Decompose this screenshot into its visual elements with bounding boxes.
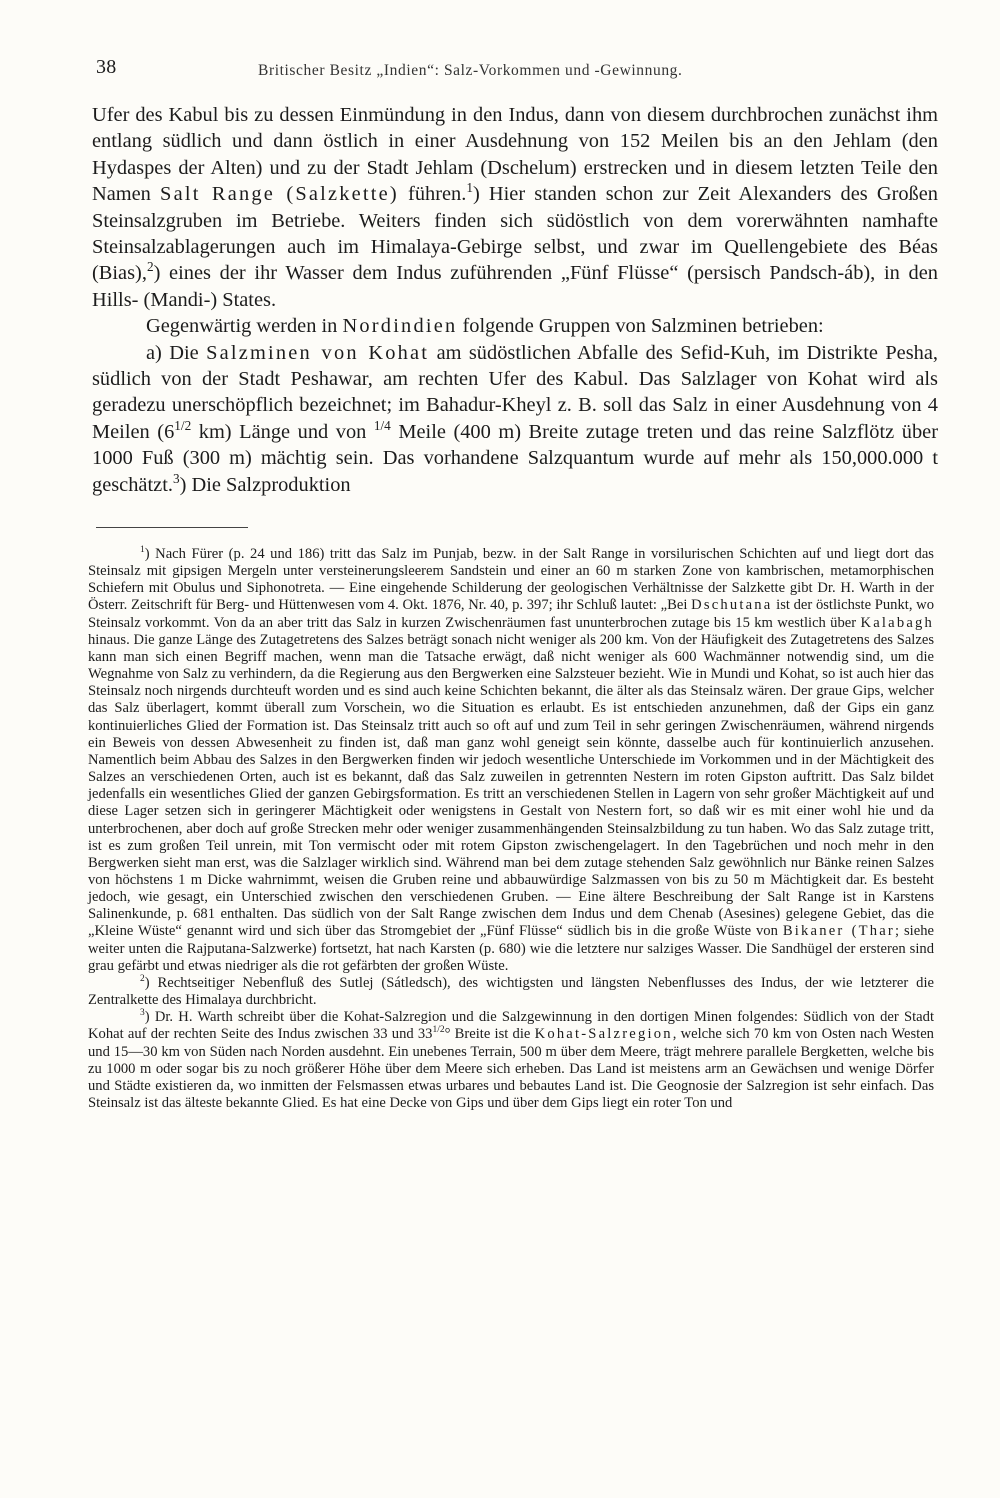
text-run: ) Hier standen schon zur Zeit Alexanders des Großen Steinsalzgruben im Betriebe. Weiters finden sich südöstlich von dem vorerwähnten namhafte Steinsalzablagerungen auch im Himalaya-Gebirge selbst, und zwar im Quellengebiete des Béas (Bias), bbox=[92, 183, 938, 285]
spaced-term: Kohat-Salzregion bbox=[534, 1026, 673, 1043]
spaced-term: Nordindien bbox=[342, 315, 458, 338]
footnote-ref: 1 bbox=[466, 180, 473, 196]
text-run: ) eines der ihr Wasser dem Indus zuführenden „Fünf Flüsse“ (persisch Pandsch-áb), in den Hills- (Mandi-) States. bbox=[92, 262, 938, 311]
fraction: 1/4 bbox=[373, 418, 391, 434]
text-run: , welche sich 70 km von Osten nach Westen und 15—30 km von Süden nach Norden ausdehnt. Ein unebenes Terrain, 500 m über dem Meere, trägt mehrere parallele Bergketten, welche bis zu 1000 m oder sogar bis zu noch größerer Höhe über dem Meere sich erheben. Das Land ist meistens arm an Gewächsen und wenige Dörfer und Städte existieren da, wo inmitten der Felsmassen etwas urbares und bebautes Land ist. Die Geognosie der Salzregion ist sehr einfach. Das Steinsalz ist das älteste bekannte Glied. Es hat eine Decke von Gips und über dem Gips liegt ein roter Ton und bbox=[88, 1026, 934, 1111]
text-run: km) Länge und von bbox=[191, 420, 374, 443]
spaced-term: Bikaner (Thar bbox=[782, 923, 895, 940]
footnote-mark: 1 bbox=[140, 545, 145, 556]
footnote-mark: 2 bbox=[140, 974, 145, 985]
footnote-ref: 2 bbox=[146, 259, 154, 275]
footnote-separator bbox=[96, 527, 248, 528]
footnote-1 bbox=[88, 546, 934, 975]
fraction: 1/2 bbox=[174, 418, 192, 434]
spaced-term: Kalabagh bbox=[860, 614, 934, 631]
paragraph-kohat bbox=[92, 340, 938, 498]
text-run: a) Die bbox=[146, 341, 207, 364]
text-run: ) Nach Fürer (p. 24 und 186) tritt das Salz im Punjab, bezw. in der Salt Range in vorsilurischen Schichten auf und liegt dort das Steinsalz mit gipsigen Mergeln unter versteinerungsleerem Sandstein und einer an 60 m starken Zone von kambrischen, metamorphischen Schiefern mit Obulus und Siphonotreta. — Eine eingehende Schilderung der geologischen Verhältnisse der Salzkette gibt Dr. H. Warth in der Österr. Zeitschrift für Berg- und Hüttenwesen vom 4. Okt. 1876, Nr. 40, p. 397; ihr Schluß lautet: „Bei bbox=[88, 546, 934, 614]
text-run: hinaus. Die ganze Länge des Zutagetretens des Salzes beträgt sonach nicht weniger als 200 km. Von der Häufigkeit des Zutagetretens des Salzes kann man sich einen Begriff machen, wenn man die Tatsache erwägt, daß nicht weniger als 600 Wachmänner notwendig sind, um die Wegnahme von Salz zu verhindern, da die Regierung aus den Bergwerken eine Salzsteuer bezieht. Wie in Mundi und Kohat, so ist auch hier das Steinsalz noch nirgends durchteuft worden und es sind auch keine Schichten bekannt, die älter als das Steinsalz wären. Der graue Gips, welcher das Salz überlagert, kommt überall zum Vorschein, wo die Situation es erlaubt. Es ist entschieden anzunehmen, daß der Gips ein ganz kontinuierliches Glied der Formation ist. Das Steinsalz tritt auch so oft auf und zum Teil in sehr geringen Zwischenräumen, während nirgends ein Beweis von dessen Abwesenheit zu finden ist, daß man ganz wohl geneigt sein könnte, dasselbe auch für kontinuierlich anzusehen. Namentlich beim Abbau des Salzes in den Bergwerken finden wir jedoch wesentliche Unterschiede im Vorkommen und in der Mächtigkeit des Salzes an verschiedenen Orten, auch ist es bekannt, daß das Salz zuweilen in getrennten Nestern im roten Gipston auftritt. Das Salz bildet jedenfalls ein wesentliches Glied der ganzen Gebirgsformation. Es tritt an verschiedenen Stellen in Lagern von sehr großer Mächtigkeit auf und diese Lager setzen sich in geringerer Mächtigkeit oder wenigstens in Gestalt von Nestern fort, so daß wir es mit einer wohl hie und da unterbrochenen, aber doch auf große Strecken mehr oder weniger zusammenhängenden Steinsalzbildung zu tun haben. Wo das Salz zutage tritt, ist es zum großen Teil unrein, mit Ton vermischt oder mit rotem Gipston zwischengelagert. In den Tagebrüchen und noch mehr in den Bergwerken sieht man erst, was die Salzlager wirklich sind. Während man bei dem zutage stehenden Salz gewöhnlich nur Bänke reinen Salzes von höchstens 1 m Dicke wahrnimmt, weisen die Gruben reine und abbauwürdige Salzmassen von bis zu 50 m Mächtigkeit dar. Es besteht jedoch, wie gesagt, ein Unterschied zwischen den verschiedenen Gruben. — Eine ältere Beschreibung der Salt Range ist in Karstens Salinenkunde, p. 681 enthalten. Das südlich von der Salt Range zwischen dem Indus und dem Chenab (Asesines) gelegene Gebiet, das die „Kleine Wüste“ genannt wird und sich über das Stromgebiet der „Fünf Flüsse“ südlich bis in die große Wüste von bbox=[88, 631, 934, 940]
paragraph-salt-range bbox=[92, 102, 938, 313]
spaced-term: Dschutana bbox=[691, 597, 773, 614]
footnote-mark: 3 bbox=[140, 1008, 145, 1019]
text-run: ist der östlichste Punkt, wo Steinsalz vorkommt. Von da an aber tritt das Salz in kurzen Zwischenräumen fast ununterbrochen zutage bis 15 km westlich über bbox=[88, 597, 934, 631]
main-text bbox=[92, 102, 938, 498]
text-run: führen. bbox=[398, 183, 467, 206]
paragraph-nordindien bbox=[92, 313, 938, 339]
footnote-3 bbox=[88, 1009, 934, 1112]
spaced-term: Salt Range (Salzkette) bbox=[160, 183, 399, 206]
text-run: ) Die Salzproduktion bbox=[179, 473, 351, 496]
footnotes bbox=[88, 546, 934, 1112]
text-run: ° Breite ist die bbox=[444, 1026, 535, 1043]
footnote-2 bbox=[88, 975, 934, 1009]
text-run: Gegenwärtig werden in bbox=[146, 315, 343, 338]
text-run: ) Rechtseitiger Nebenfluß des Sutlej (Sátledsch), des wichtigsten und längsten Nebenflusses des Indus, der wie letzterer die Zentralkette des Himalaya durchbricht. bbox=[88, 974, 934, 1009]
text-run: Meile (400 m) Breite zutage treten und das reine Salzflötz über 1000 Fuß (300 m) mächtig sein. Das vorhandene Salzquantum wurde auf mehr als 150,000.000 t geschätzt. bbox=[92, 420, 938, 496]
footnote-ref: 3 bbox=[172, 470, 180, 486]
fraction: 1/2 bbox=[432, 1025, 445, 1036]
running-head: Britischer Besitz „Indien“: Salz-Vorkommen und -Gewinnung. bbox=[258, 62, 683, 79]
page-number: 38 bbox=[96, 56, 117, 78]
spaced-term: Salzminen von Kohat bbox=[206, 341, 430, 364]
text-run: am südöstlichen Abfalle des Sefid-Kuh, im Distrikte Pesha, südlich von der Stadt Peshawar, am rechten Ufer des Kabul. Das Salzlager von Kohat wird als geradezu unerschöpflich bezeichnet; im Bahadur-Kheyl z. B. soll das Salz in einer Ausdehnung von 4 Meilen (6 bbox=[92, 341, 938, 443]
text-run: ) Dr. H. Warth schreibt über die Kohat-Salzregion und die Salzgewinnung in den dortigen Minen folgendes: Südlich von der Stadt Kohat auf der rechten Seite des Indus zwischen 33 und 33 bbox=[88, 1009, 934, 1043]
text-run: ; siehe weiter unten die Rajputana-Salzwerke) fortsetzt, hat nach Karsten (p. 680) wie die letztere nur salziges Wasser. Die Sandhügel der ersteren sind grau gefärbt und etwas niedriger als die rot gefärbten der großen Wüste. bbox=[88, 923, 934, 974]
text-run: Ufer des Kabul bis zu dessen Einmündung in den Indus, dann von diesem durchbrochen zunächst ihm entlang südlich und dann östlich in einer Ausdehnung von 152 Meilen bis an den Jehlam (den Hydaspes der Alten) und zu der Stadt Jehlam (Dschelum) erstrecken und in diesem letzten Teile den Namen bbox=[92, 104, 938, 206]
text-run: folgende Gruppen von Salzminen betrieben: bbox=[457, 315, 824, 338]
